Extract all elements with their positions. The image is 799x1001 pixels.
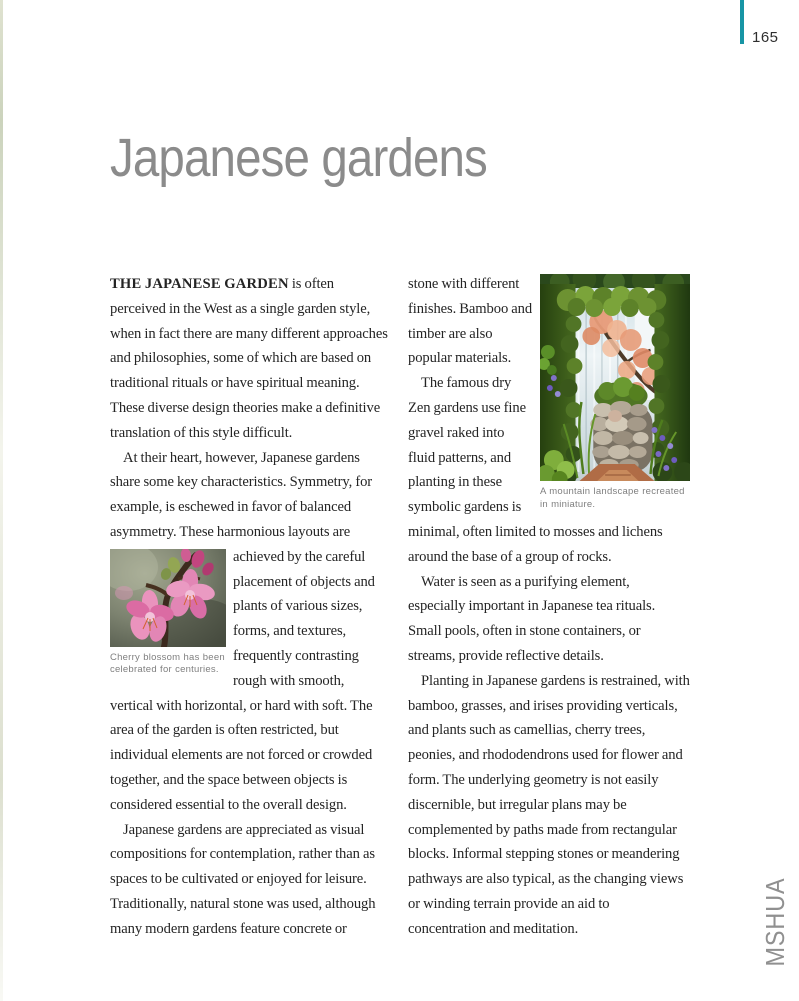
paragraph-materials: stone with different finishes. Bamboo and timber are also popular materials.: [408, 276, 533, 367]
paragraph-heart: At their heart, however, Japanese gardens share some key characteristics. Symmetry, for example, is eschewed in favor of balanced asymmetry. These harmonious layouts are: [110, 449, 373, 540]
page-title: Japanese gardens: [110, 128, 487, 188]
cherry-blossom-photo: [110, 549, 226, 647]
paragraph-zen: The famous dry Zen gardens use fine gravel raked into fluid patterns, and planting in these symbolic gardens is minimal, often limited to mosses and lichens around the base of a group of rocks.: [408, 375, 663, 565]
page-number: 165: [752, 29, 779, 46]
paragraph-intro: [110, 272, 392, 446]
left-column: [110, 272, 392, 942]
paragraph-planting: Planting in Japanese gardens is restrained, with bamboo, grasses, and irises providing verticals, and plants such as camellias, cherry trees, peonies, and rhododendrons used for flower and form. The underlying geometry is not easily discernible, but irregular plans may be complemented by paths made from rectangular blocks. Informal stepping stones or meandering pathways are also typical, as the changing views or winding terrain provide an aid to concentration and meditation.: [408, 672, 690, 937]
mountain-figure: [540, 274, 690, 511]
mountain-caption: A mountain landscape recreated in miniature.: [540, 486, 685, 510]
paragraph-contemplation: Japanese gardens are appreciated as visual compositions for contemplation, rather than as spaces to be cultivated or enjoyed for leisure. Traditionally, natural stone was used, although many modern gardens feature concrete or: [110, 821, 376, 937]
cherry-blossom-figure: [110, 549, 226, 677]
paragraph-intro-text: is often perceived in the West as a single garden style, when in fact there are many different approaches and philosophies, some of which are based on traditional rituals or have spiritual meaning. These diverse design theories make a definitive translation of this style difficult.: [110, 276, 388, 441]
mountain-landscape-photo: [540, 274, 690, 481]
side-label: MSHUA: [760, 877, 790, 967]
paragraph-contrast: vertical with horizontal, or hard with soft. The area of the garden is often restricted, but individual elements are not forced or crowded together, and the space between objects is considered essential to the overall design.: [110, 697, 373, 813]
cherry-caption: Cherry blossom has been celebrated for centuries.: [110, 651, 225, 676]
right-column: [408, 272, 690, 942]
paragraph-wrap: achieved by the careful placement of objects and plants of various sizes, forms, and textures, frequently contrasting rough with smooth,: [233, 548, 375, 689]
page-edge-tint: [0, 0, 3, 1001]
paragraph-lead: THE JAPANESE GARDEN: [110, 276, 289, 292]
paragraph-water: Water is seen as a purifying element, especially important in Japanese tea rituals. Small pools, often in stone containers, or streams, provide reflective details.: [408, 573, 656, 664]
accent-bar: [740, 0, 744, 44]
